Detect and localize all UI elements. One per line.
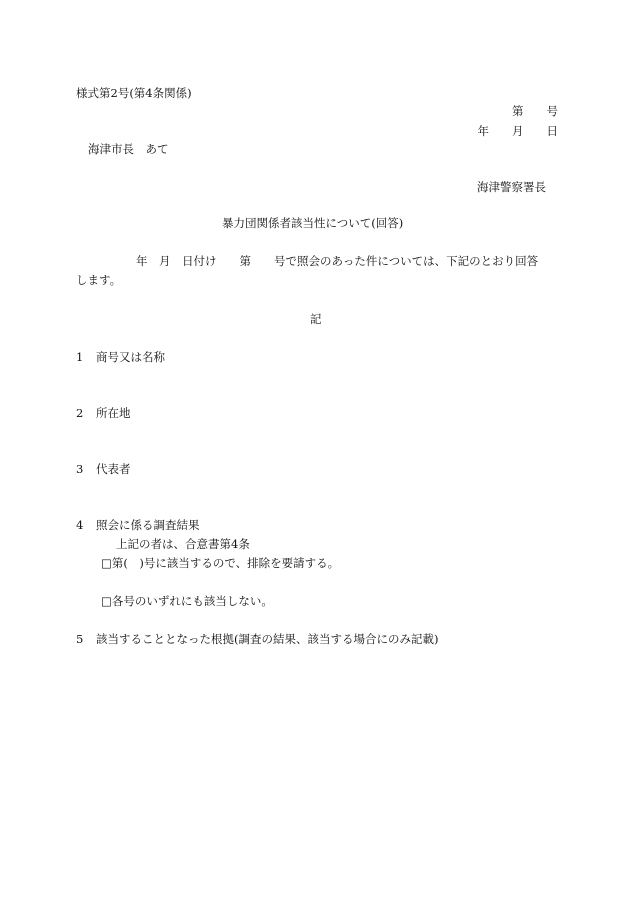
document-number: 第 号 [512, 104, 558, 118]
ki-heading: 記 [310, 312, 322, 326]
section-2 [76, 405, 131, 421]
recipient: 海津市長 あて [88, 142, 169, 156]
document-date: 年 月 日 [477, 124, 558, 138]
body-line-1: 年 月 日付け 第 号で照会のあった件については、下記のとおり回答 [136, 254, 539, 268]
section-3 [76, 461, 131, 477]
result-intro: 上記の者は、合意書第4条 [116, 537, 250, 551]
section-number: 5 [76, 632, 84, 646]
section-number: 2 [76, 406, 84, 420]
section-number: 4 [76, 518, 84, 532]
section-number: 3 [76, 462, 84, 476]
section-label: 商号又は名称 [96, 350, 165, 364]
section-5 [76, 631, 438, 647]
form-number: 様式第2号(第4条関係) [76, 86, 192, 100]
result-option-not-applicable: □各号のいずれにも該当しない。 [101, 594, 273, 608]
section-label: 照会に係る調査結果 [96, 518, 200, 532]
sender: 海津警察署長 [477, 180, 546, 194]
result-option-applicable: □第( )号に該当するので、排除を要請する。 [101, 556, 340, 570]
section-label: 該当することとなった根拠(調査の結果、該当する場合にのみ記載) [96, 632, 439, 646]
body-line-2: します。 [76, 273, 122, 287]
section-1 [76, 349, 165, 365]
section-4 [76, 517, 200, 533]
section-label: 所在地 [96, 406, 131, 420]
section-label: 代表者 [96, 462, 131, 476]
document-title: 暴力団関係者該当性について(回答) [222, 216, 404, 230]
section-number: 1 [76, 350, 84, 364]
